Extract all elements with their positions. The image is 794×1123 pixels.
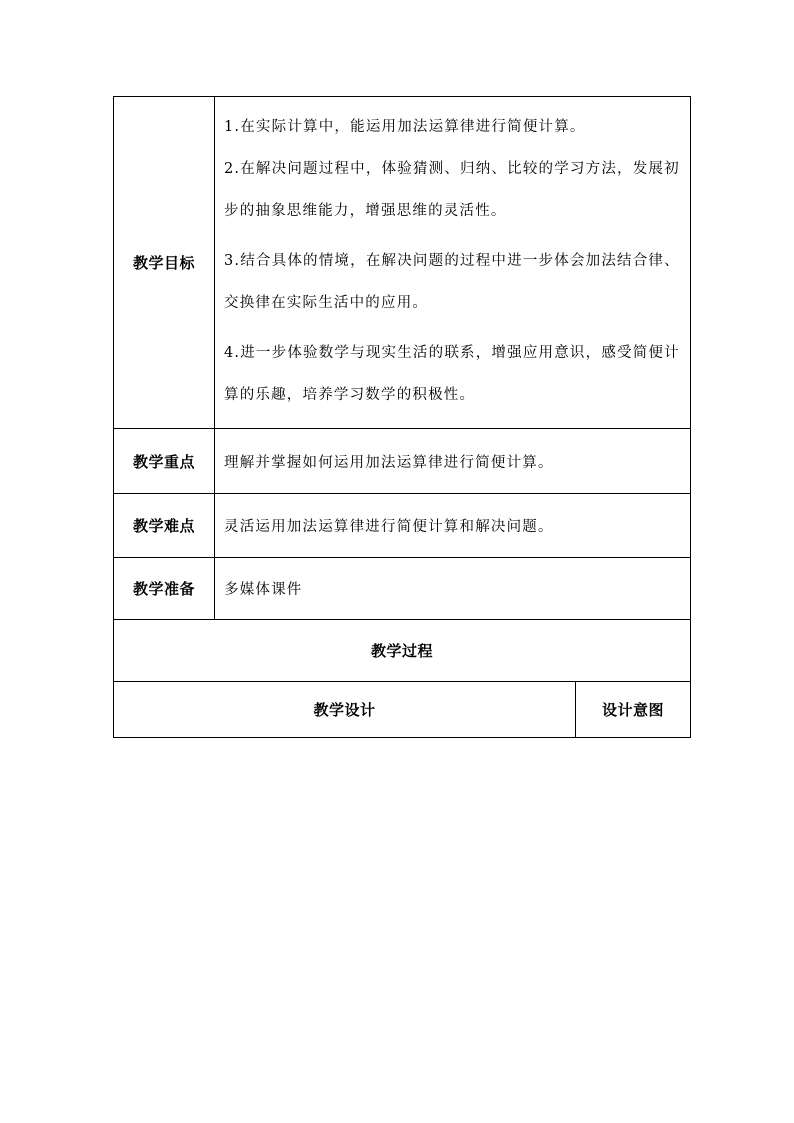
design-heading: 教学设计 <box>114 682 576 738</box>
goals-content <box>215 97 691 429</box>
key-point-value: 理解并掌握如何运用加法运算律进行简便计算。 <box>215 429 691 494</box>
design-header-row <box>114 682 691 738</box>
preparation-label: 教学准备 <box>114 558 215 620</box>
goals-row <box>114 97 691 429</box>
lesson-plan-table <box>113 96 691 738</box>
difficulty-value: 灵活运用加法运算律进行简便计算和解决问题。 <box>215 494 691 558</box>
goal-item-2: 2.在解决问题过程中，体验猜测、归纳、比较的学习方法，发展初步的抽象思维能力，增强思维的灵活性。 <box>224 160 680 219</box>
preparation-row <box>114 558 691 620</box>
key-point-row <box>114 429 691 494</box>
preparation-value: 多媒体课件 <box>215 558 691 620</box>
goal-item-3: 3.结合具体的情境，在解决问题的过程中进一步体会加法结合律、交换律在实际生活中的应用。 <box>224 252 680 311</box>
process-row <box>114 620 691 682</box>
goal-item-1: 1.在实际计算中，能运用加法运算律进行简便计算。 <box>224 118 586 135</box>
goals-label: 教学目标 <box>114 97 215 429</box>
difficulty-label: 教学难点 <box>114 494 215 558</box>
goal-item-4: 4.进一步体验数学与现实生活的联系，增强应用意识，感受简便计算的乐趣，培养学习数学的积极性。 <box>224 344 680 403</box>
difficulty-row <box>114 494 691 558</box>
intent-heading: 设计意图 <box>576 682 691 738</box>
key-point-label: 教学重点 <box>114 429 215 494</box>
process-heading: 教学过程 <box>114 620 691 682</box>
